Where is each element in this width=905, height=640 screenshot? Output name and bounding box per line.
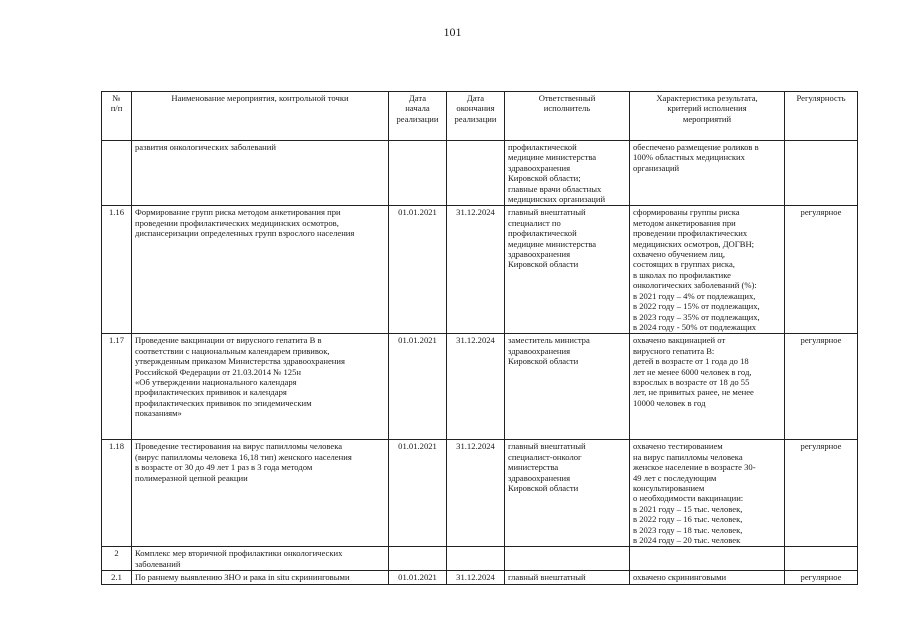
cell-start-date <box>389 547 447 571</box>
cell-name: Формирование групп риска методом анкетирования при проведении профилактических медицинских осмотров, диспансеризации определенных групп взрослого населения <box>132 206 389 334</box>
table-row <box>102 440 858 547</box>
header-end-date: Дата окончания реализации <box>447 92 505 141</box>
cell-end-date: 31.12.2024 <box>447 440 505 547</box>
cell-name: Комплекс мер вторичной профилактики онкологических заболеваний <box>132 547 389 571</box>
table-row <box>102 334 858 440</box>
cell-end-date: 31.12.2024 <box>447 571 505 584</box>
cell-result <box>630 547 785 571</box>
header-start-date: Дата начала реализации <box>389 92 447 141</box>
cell-regularity: регулярное <box>785 571 858 584</box>
cell-end-date <box>447 547 505 571</box>
cell-end-date: 31.12.2024 <box>447 334 505 440</box>
table-row <box>102 141 858 206</box>
table-row <box>102 547 858 571</box>
table-row <box>102 206 858 334</box>
cell-name: Проведение вакцинации от вирусного гепатита В в соответствии с национальным календарем прививок, утвержденным приказом Министерства здравоохранения Российской Федерации от 21.03.2014 № 125н «Об утверждении национального календаря профилактических прививок и календаря профилактических прививок по эпидемическим показаниям» <box>132 334 389 440</box>
cell-num: 2.1 <box>102 571 132 584</box>
cell-end-date: 31.12.2024 <box>447 206 505 334</box>
cell-result: охвачено тестированием на вирус папилломы человека женское население в возрасте 30- 49 лет с последующим консультированием о необходимости вакцинации: в 2021 году – 15 тыс. человек, в 2022 году – 16 тыс. человек, в 2023 году – 18 тыс. человек, в 2024 году – 20 тыс. человек <box>630 440 785 547</box>
cell-name: Проведение тестирования на вирус папилломы человека (вирус папилломы человека 16,18 тип) женского населения в возрасте от 30 до 49 лет 1 раз в 3 года методом полимеразной цепной реакции <box>132 440 389 547</box>
header-name: Наименование мероприятия, контрольной точки <box>132 92 389 141</box>
cell-executor: главный внештатный <box>505 571 630 584</box>
cell-start-date: 01.01.2021 <box>389 571 447 584</box>
cell-executor <box>505 547 630 571</box>
cell-regularity: регулярное <box>785 440 858 547</box>
cell-result: обеспечено размещение роликов в 100% областных медицинских организаций <box>630 141 785 206</box>
cell-start-date: 01.01.2021 <box>389 206 447 334</box>
cell-start-date <box>389 141 447 206</box>
cell-result: охвачено скрининговыми <box>630 571 785 584</box>
measures-table <box>101 91 858 585</box>
cell-num: 1.16 <box>102 206 132 334</box>
cell-name: развития онкологических заболеваний <box>132 141 389 206</box>
table-header-row <box>102 92 858 141</box>
header-regularity: Регулярность <box>785 92 858 141</box>
cell-end-date <box>447 141 505 206</box>
header-result: Характеристика результата, критерий исполнения мероприятий <box>630 92 785 141</box>
cell-regularity <box>785 141 858 206</box>
cell-regularity: регулярное <box>785 334 858 440</box>
cell-start-date: 01.01.2021 <box>389 440 447 547</box>
cell-regularity <box>785 547 858 571</box>
cell-executor: заместитель министра здравоохранения Кировской области <box>505 334 630 440</box>
header-num: № п/п <box>102 92 132 141</box>
cell-executor: главный внештатный специалист по профилактической медицине министерства здравоохранения Кировской области <box>505 206 630 334</box>
cell-result: охвачено вакцинацией от вирусного гепатита В: детей в возрасте от 1 года до 18 лет не менее 6000 человек в год, взрослых в возрасте от 18 до 55 лет, не привитых ранее, не менее 10000 человек в год <box>630 334 785 440</box>
cell-executor: главный внештатный специалист-онколог министерства здравоохранения Кировской области <box>505 440 630 547</box>
cell-name: По раннему выявлению ЗНО и рака in situ скрининговыми <box>132 571 389 584</box>
cell-num: 1.18 <box>102 440 132 547</box>
page-number: 101 <box>443 25 462 39</box>
table-row <box>102 571 858 584</box>
cell-start-date: 01.01.2021 <box>389 334 447 440</box>
cell-num <box>102 141 132 206</box>
cell-num: 1.17 <box>102 334 132 440</box>
cell-num: 2 <box>102 547 132 571</box>
cell-executor: профилактической медицине министерства здравоохранения Кировской области; главные врачи областных медицинских организаций <box>505 141 630 206</box>
header-executor: Ответственный исполнитель <box>505 92 630 141</box>
cell-result: сформированы группы риска методом анкетирования при проведении профилактических медицинских осмотров, ДОГВН; охвачено обучением лиц, состоящих в группах риска, в школах по профилактике онкологических заболеваний (%): в 2021 году – 4% от подлежащих, в 2022 году – 15% от подлежащих, в 2023 году – 35% от подлежащих, в 2024 году - 50% от подлежащих <box>630 206 785 334</box>
cell-regularity: регулярное <box>785 206 858 334</box>
